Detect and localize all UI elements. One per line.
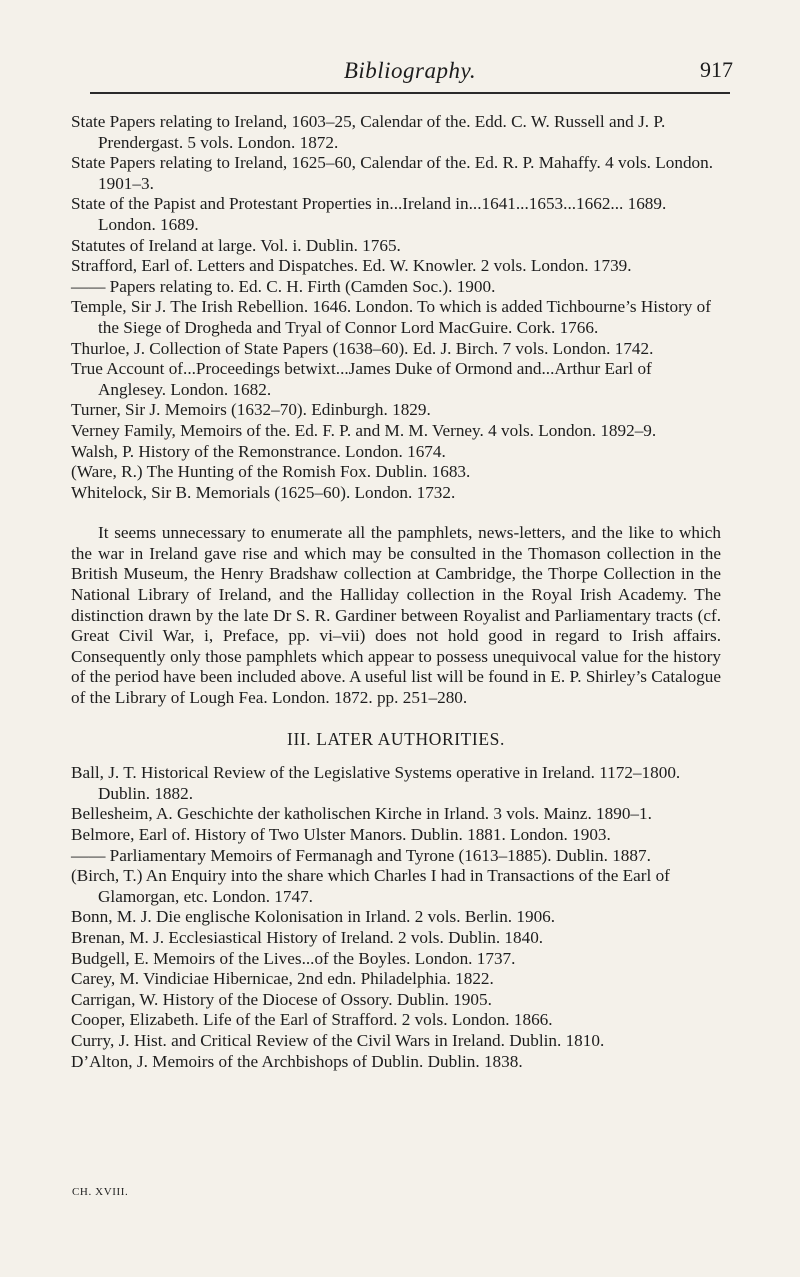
bibliography-entry: Ball, J. T. Historical Review of the Legislative Systems operative in Ireland. 1172–1800. Dublin. 1882.: [71, 763, 681, 803]
bibliography-entry: Belmore, Earl of. History of Two Ulster Manors. Dublin. 1881. London. 1903.: [71, 825, 611, 844]
page-number: 917: [700, 57, 733, 82]
bibliography-entry: D’Alton, J. Memoirs of the Archbishops of Dublin. Dublin. 1838.: [71, 1051, 523, 1071]
bibliography-entry: Thurloe, J. Collection of State Papers (1638–60). Ed. J. Birch. 7 vols. London. 1742.: [71, 338, 654, 358]
bibliography-entry: Curry, J. Hist. and Critical Review of the Civil Wars in Ireland. Dublin. 1810.: [71, 1030, 605, 1050]
bibliography-entry: Brenan, M. J. Ecclesiastical History of Ireland. 2 vols. Dublin. 1840.: [71, 927, 544, 947]
bibliography-entry: Carrigan, W. History of the Diocese of Ossory. Dublin. 1905.: [71, 989, 492, 1009]
bibliography-entry: Bellesheim, A. Geschichte der katholischen Kirche in Irland. 3 vols. Mainz. 1890–1.: [71, 804, 652, 824]
bibliography-entry: Walsh, P. History of the Remonstrance. London. 1674.: [71, 441, 446, 461]
bibliography-entry: —— Parliamentary Memoirs of Fermanagh and Tyrone (1613–1885). Dublin. 1887.: [71, 845, 651, 865]
bibliography-entry: True Account of...Proceedings betwixt...James Duke of Ormond and...Arthur Earl of Anglesey. London. 1682.: [71, 359, 652, 399]
page-body: [71, 112, 721, 1072]
bibliography-entry: State of the Papist and Protestant Properties in...Ireland in...1641...1653...1662... 1689. London. 1689.: [71, 194, 667, 234]
bibliography-entry: State Papers relating to Ireland, 1603–25, Calendar of the. Edd. C. W. Russell and J. P. Prendergast. 5 vols. London. 1872.: [71, 112, 666, 152]
bibliography-entry: Cooper, Elizabeth. Life of the Earl of Strafford. 2 vols. London. 1866.: [71, 1010, 553, 1030]
bibliography-entry: Statutes of Ireland at large. Vol. i. Dublin. 1765.: [71, 235, 401, 255]
header-rule: [90, 92, 730, 94]
bibliography-entry: Temple, Sir J. The Irish Rebellion. 1646. London. To which is added Tichbourne’s History of the Siege of Drogheda and Tryal of Connor Lord MacGuire. Cork. 1766.: [71, 297, 712, 337]
signature-mark: CH. XVIII.: [72, 1186, 129, 1198]
bibliography-entry: (Birch, T.) An Enquiry into the share which Charles I had in Transactions of the Earl of Glamorgan, etc. London. 1747.: [71, 866, 670, 906]
bibliography-entry: (Ware, R.) The Hunting of the Romish Fox. Dublin. 1683.: [71, 462, 471, 482]
body-paragraph: It seems unnecessary to enumerate all the pamphlets, news-letters, and the like to which the war in Ireland gave rise and which may be consulted in the Thomason collection in the British Museum, the Henry Bradshaw collection at Cambridge, the Thorpe Collection in the National Library of Ireland, and the Halliday collection in the Royal Irish Academy. The distinction drawn by the late Dr S. R. Gardiner between Royalist and Parliamentary tracts (cf. Great Civil War, i, Preface, pp. vi–vii) does not hold good in regard to Irish affairs. Consequently only those pamphlets which appear to possess unequivocal value for the history of the period have been included above. A useful list will be found in E. P. Shirley’s Catalogue of the Library of Lough Fea. London. 1872. pp. 251–280.: [71, 523, 721, 708]
bibliography-entry: Budgell, E. Memoirs of the Lives...of the Boyles. London. 1737.: [71, 948, 516, 968]
bibliography-entry: Carey, M. Vindiciae Hibernicae, 2nd edn. Philadelphia. 1822.: [71, 969, 494, 989]
running-title: Bibliography.: [343, 58, 477, 83]
bibliography-entry: Strafford, Earl of. Letters and Dispatches. Ed. W. Knowler. 2 vols. London. 1739.: [71, 256, 632, 276]
bibliography-entry: Verney Family, Memoirs of the. Ed. F. P. and M. M. Verney. 4 vols. London. 1892–9.: [71, 420, 657, 440]
bibliography-list-later: [71, 763, 721, 1072]
bibliography-entry: —— Papers relating to. Ed. C. H. Firth (Camden Soc.). 1900.: [71, 276, 496, 296]
bibliography-entry: Turner, Sir J. Memoirs (1632–70). Edinburgh. 1829.: [71, 400, 431, 420]
bibliography-entry: Whitelock, Sir B. Memorials (1625–60). London. 1732.: [71, 482, 456, 502]
bibliography-list-primary: [71, 112, 721, 503]
bibliography-entry: State Papers relating to Ireland, 1625–60, Calendar of the. Ed. R. P. Mahaffy. 4 vols. London. 1901–3.: [71, 153, 714, 193]
section-heading: III. LATER AUTHORITIES.: [287, 728, 505, 749]
bibliography-entry: Bonn, M. J. Die englische Kolonisation in Irland. 2 vols. Berlin. 1906.: [71, 907, 556, 927]
